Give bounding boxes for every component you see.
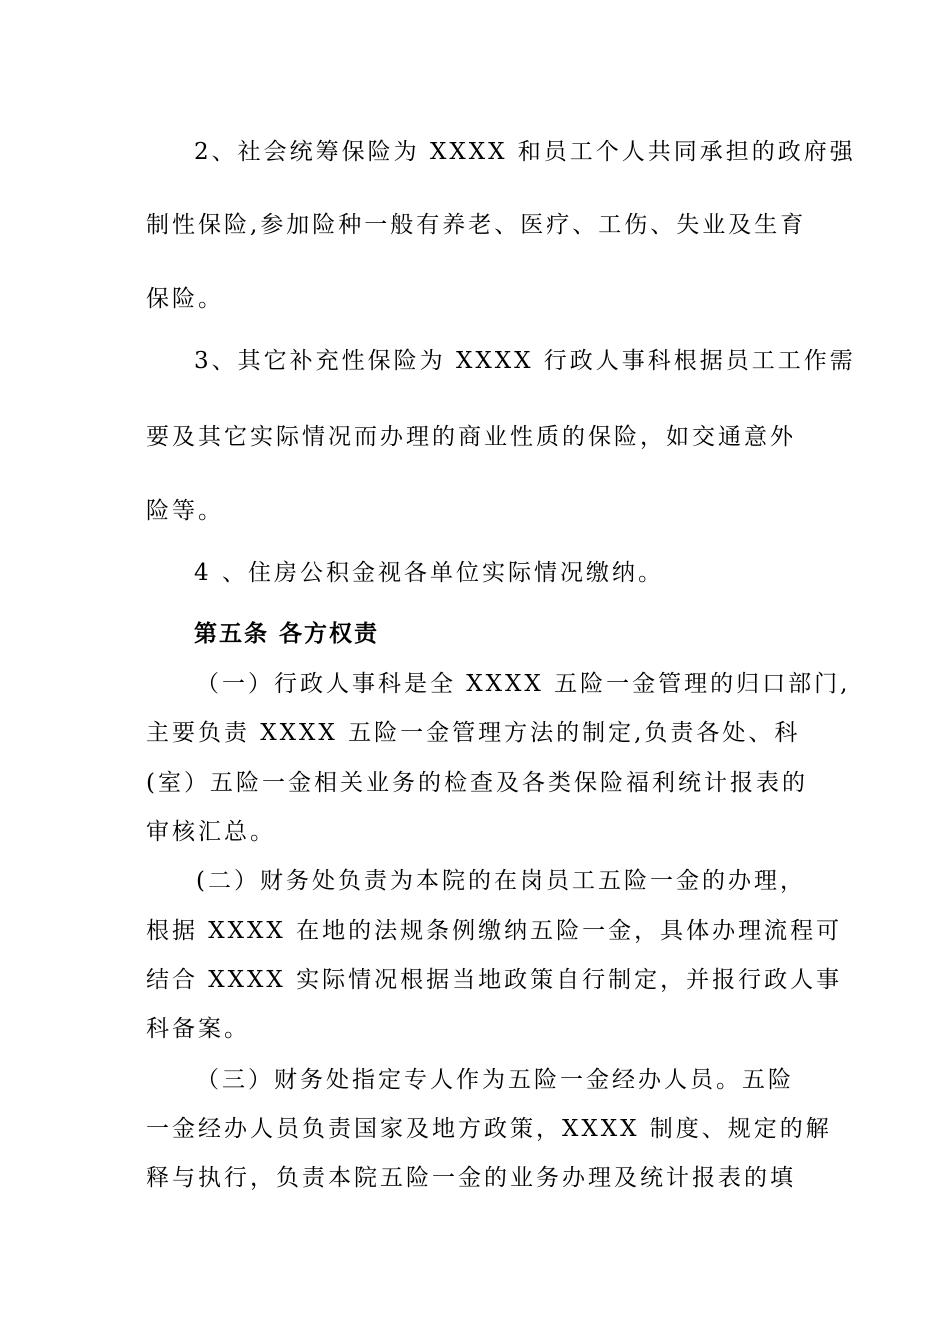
paragraph-line: 科备案。 <box>146 1016 250 1042</box>
paragraph-line: （一）行政人事科是全 XXXX 五险一金管理的归口部门, <box>196 671 851 697</box>
paragraph-line: 4 、住房公积金视各单位实际情况缴纳。 <box>194 560 664 586</box>
paragraph-line: 结合 XXXX 实际情况根据当地政策自行制定，并报行政人事 <box>146 967 843 993</box>
paragraph-line: 制性保险,参加险种一般有养老、医疗、工伤、失业及生育 <box>146 212 807 238</box>
paragraph-line: 2、社会统筹保险为 XXXX 和员工个人共同承担的政府强 <box>194 139 856 165</box>
paragraph-line: 要及其它实际情况而办理的商业性质的保险，如交通意外 <box>146 424 796 450</box>
paragraph-line: 审核汇总。 <box>146 819 276 845</box>
paragraph-line: 3、其它补充性保险为 XXXX 行政人事科根据员工工作需 <box>194 348 856 374</box>
paragraph-line: 保险。 <box>146 286 224 312</box>
paragraph-line: 一金经办人员负责国家及地方政策，XXXX 制度、规定的解 <box>146 1116 832 1142</box>
paragraph-line: 根据 XXXX 在地的法规条例缴纳五险一金，具体办理流程可 <box>146 918 843 944</box>
paragraph-line: 主要负责 XXXX 五险一金管理方法的制定,负责各处、科 <box>146 720 801 746</box>
paragraph-line: (室）五险一金相关业务的检查及各类保险福利统计报表的 <box>146 770 808 796</box>
paragraph-line: 释与执行，负责本院五险一金的业务办理及统计报表的填 <box>146 1165 796 1191</box>
paragraph-line: （三）财务处指定专人作为五险一金经办人员。五险 <box>196 1067 794 1093</box>
paragraph-line: (二）财务处负责为本院的在岗员工五险一金的办理， <box>196 868 806 894</box>
paragraph-line: 险等。 <box>146 498 224 524</box>
section-heading: 第五条 各方权责 <box>194 621 380 647</box>
